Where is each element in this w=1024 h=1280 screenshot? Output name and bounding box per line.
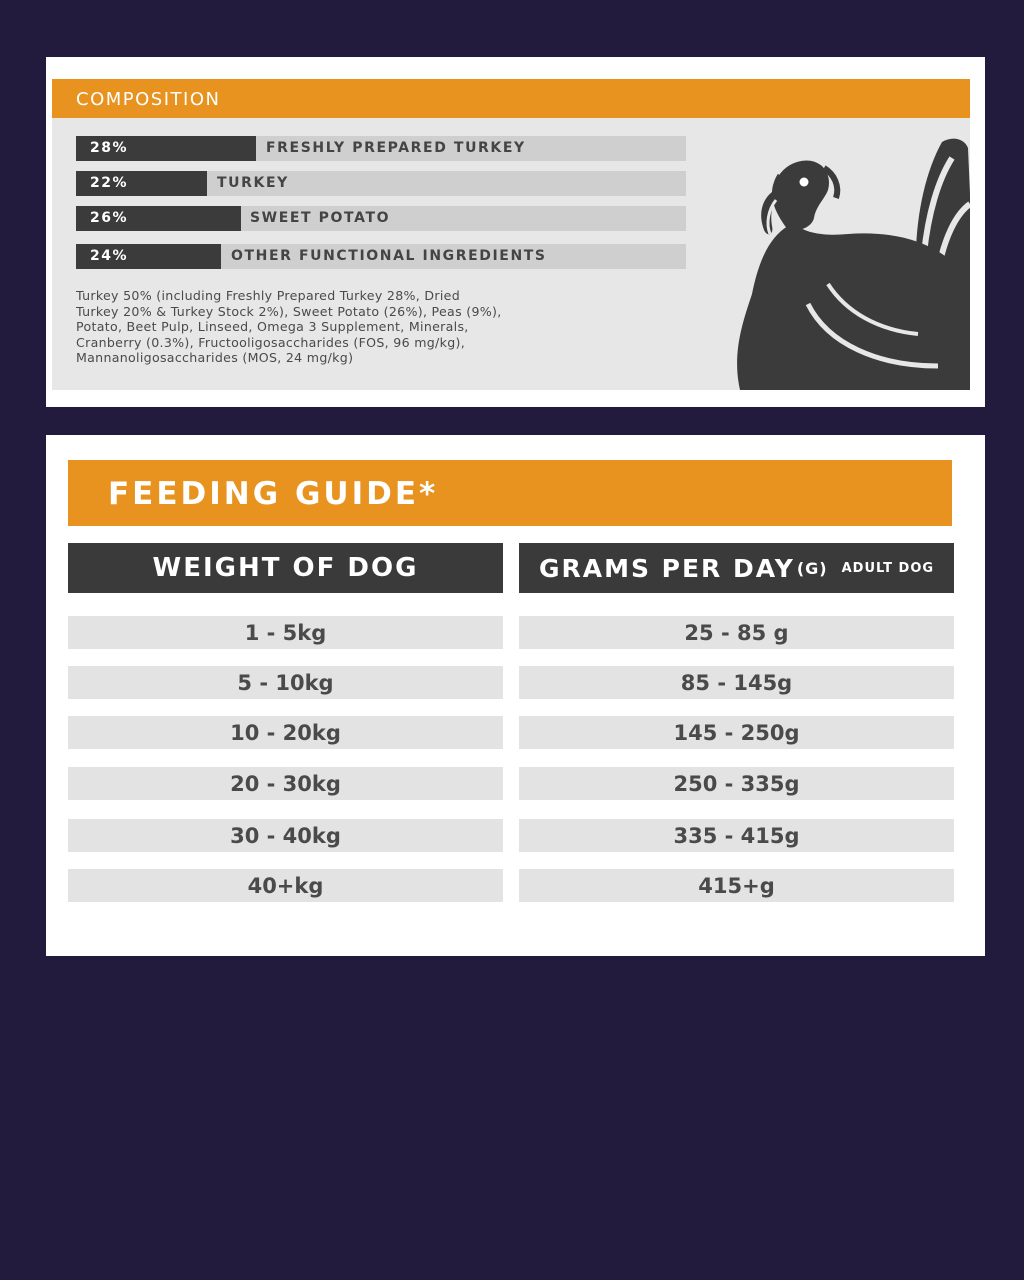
ingredient-label: TURKEY xyxy=(217,175,289,191)
table-row-weight: 40+kg xyxy=(68,869,503,902)
feeding-guide-header xyxy=(68,460,952,526)
ingredient-bar-fill xyxy=(76,206,241,231)
table-row-grams: 145 - 250g xyxy=(519,716,954,749)
composition-header xyxy=(52,79,970,118)
column-header-grams-label: GRAMS PER DAY xyxy=(538,553,795,583)
column-header-weight xyxy=(68,543,503,593)
ingredient-bar-sweet-potato xyxy=(76,206,686,231)
table-row-grams: 415+g xyxy=(519,869,954,902)
description-line: Turkey 20% & Turkey Stock 2%), Sweet Potato (26%), Peas (9%), xyxy=(76,303,502,319)
table-row-weight: 5 - 10kg xyxy=(68,666,503,699)
composition-panel xyxy=(52,79,970,390)
table-row-grams: 335 - 415g xyxy=(519,819,954,852)
table-row-weight: 1 - 5kg xyxy=(68,616,503,649)
ingredient-bar-other-functional xyxy=(76,244,686,269)
table-row-grams: 85 - 145g xyxy=(519,666,954,699)
composition-description xyxy=(76,288,636,366)
ingredient-percent: 24% xyxy=(90,248,129,264)
composition-card xyxy=(46,57,985,407)
ingredient-label: FRESHLY PREPARED TURKEY xyxy=(266,140,526,156)
table-row-grams: 250 - 335g xyxy=(519,767,954,800)
ingredient-bar-fill xyxy=(76,171,207,196)
ingredient-label: SWEET POTATO xyxy=(250,210,391,226)
description-line: Cranberry (0.3%), Fructooligosaccharides (FOS, 96 mg/kg), xyxy=(76,334,466,350)
ingredient-bar-fill xyxy=(76,244,221,269)
column-header-grams-unit: (G) xyxy=(796,558,828,578)
table-row-weight: 10 - 20kg xyxy=(68,716,503,749)
feeding-guide-card xyxy=(46,435,985,956)
ingredient-bar-fill xyxy=(76,136,256,161)
table-row-weight: 20 - 30kg xyxy=(68,767,503,800)
column-header-weight-label: WEIGHT OF DOG xyxy=(152,553,419,583)
description-line: Mannanoligosaccharides (MOS, 24 mg/kg) xyxy=(76,350,354,365)
feeding-guide-title: FEEDING GUIDE* xyxy=(108,476,439,512)
column-header-grams-sub: ADULT DOG xyxy=(841,560,935,576)
ingredient-bar-turkey xyxy=(76,171,686,196)
table-row-grams: 25 - 85 g xyxy=(519,616,954,649)
ingredient-percent: 26% xyxy=(90,210,129,226)
ingredient-bar-freshly-prepared-turkey xyxy=(76,136,686,161)
description-line: Potato, Beet Pulp, Linseed, Omega 3 Supplement, Minerals, xyxy=(76,319,469,334)
ingredient-percent: 22% xyxy=(90,175,129,191)
column-header-grams xyxy=(519,543,954,593)
table-row-weight: 30 - 40kg xyxy=(68,819,503,852)
turkey-icon xyxy=(728,134,970,390)
ingredient-label: OTHER FUNCTIONAL INGREDIENTS xyxy=(231,248,547,264)
description-line: Turkey 50% (including Freshly Prepared Turkey 28%, Dried xyxy=(76,288,461,303)
composition-title: COMPOSITION xyxy=(76,89,221,110)
ingredient-percent: 28% xyxy=(90,140,129,156)
